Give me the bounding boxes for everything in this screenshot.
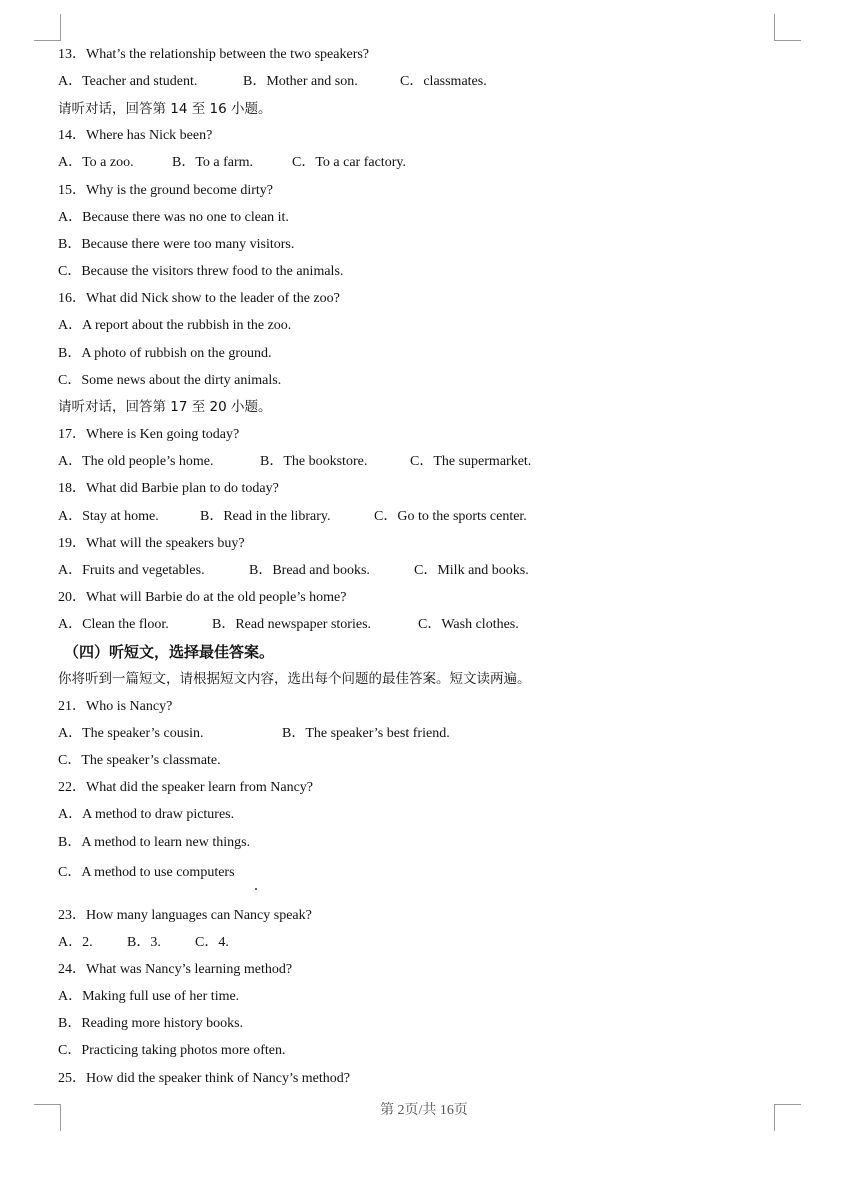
question-line: A．Because there was no one to clean it.: [58, 210, 289, 225]
answer-option: C．Go to the sports center.: [374, 509, 527, 524]
question-line: 23．How many languages can Nancy speak?: [58, 908, 312, 923]
question-line: C．Because the visitors threw food to the animals.: [58, 264, 344, 279]
answer-option: C．The supermarket.: [410, 454, 532, 469]
page-footer: 第 2页/共 16页: [380, 1103, 468, 1118]
question-line: 24．What was Nancy’s learning method?: [58, 962, 293, 977]
answer-option: A．To a zoo.: [58, 155, 134, 170]
answer-option: C．To a car factory.: [292, 155, 406, 170]
answer-option: B．3.: [127, 935, 161, 950]
question-line: B．A method to learn new things.: [58, 835, 251, 850]
stray-dot: [255, 888, 257, 890]
question-line: 16．What did Nick show to the leader of the zoo?: [58, 291, 340, 306]
question-line: 18．What did Barbie plan to do today?: [58, 481, 279, 496]
answer-option: C．Wash clothes.: [418, 617, 519, 632]
answer-option: B．The speaker’s best friend.: [282, 726, 450, 741]
answer-option: B．Read in the library.: [200, 509, 331, 524]
answer-option: A．Teacher and student.: [58, 74, 198, 89]
crop-mark-top-left: [34, 14, 61, 41]
question-line: A．A report about the rubbish in the zoo.: [58, 318, 292, 333]
answer-option: A．Stay at home.: [58, 509, 159, 524]
question-line: 20．What will Barbie do at the old people’s home?: [58, 590, 347, 605]
question-line: B．Because there were too many visitors.: [58, 237, 295, 252]
section-heading: （四）听短文，选择最佳答案。: [64, 643, 275, 661]
answer-option: A．2.: [58, 935, 93, 950]
crop-mark-top-right: [774, 14, 801, 41]
answer-option: B．Read newspaper stories.: [212, 617, 372, 632]
answer-option: B．Mother and son.: [243, 74, 358, 89]
instruction-text: 请听对话，回答第 14 至 16 小题。: [58, 101, 272, 117]
question-line: 14．Where has Nick been?: [58, 128, 213, 143]
question-line: 25．How did the speaker think of Nancy’s method?: [58, 1071, 350, 1086]
answer-option: A．The speaker’s cousin.: [58, 726, 204, 741]
answer-option: B．The bookstore.: [260, 454, 368, 469]
question-line: B．A photo of rubbish on the ground.: [58, 346, 272, 361]
answer-option: C．4.: [195, 935, 229, 950]
question-line: B．Reading more history books.: [58, 1016, 244, 1031]
question-line: A．A method to draw pictures.: [58, 807, 235, 822]
answer-option: B．To a farm.: [172, 155, 254, 170]
answer-option: C．classmates.: [400, 74, 487, 89]
answer-option: A．Fruits and vegetables.: [58, 563, 205, 578]
question-line: 22．What did the speaker learn from Nancy?: [58, 780, 314, 795]
question-line: 19．What will the speakers buy?: [58, 536, 245, 551]
question-line: 17．Where is Ken going today?: [58, 427, 240, 442]
answer-option: A．Clean the floor.: [58, 617, 169, 632]
question-line: C．Practicing taking photos more often.: [58, 1043, 286, 1058]
answer-option: A．The old people’s home.: [58, 454, 214, 469]
question-line: C．A method to use computers: [58, 865, 235, 880]
question-line: 21．Who is Nancy?: [58, 699, 173, 714]
instruction-text: 请听对话，回答第 17 至 20 小题。: [58, 399, 272, 415]
question-line: C．Some news about the dirty animals.: [58, 373, 282, 388]
question-line: A．Making full use of her time.: [58, 989, 240, 1004]
answer-option: C．Milk and books.: [414, 563, 529, 578]
question-line: 13．What’s the relationship between the two speakers?: [58, 47, 370, 62]
instruction-text: 你将听到一篇短文，请根据短文内容，选出每个问题的最佳答案。短文读两遍。: [58, 671, 531, 687]
question-line: 15．Why is the ground become dirty?: [58, 183, 274, 198]
answer-option: B．Bread and books.: [249, 563, 370, 578]
question-line: C．The speaker’s classmate.: [58, 753, 221, 768]
